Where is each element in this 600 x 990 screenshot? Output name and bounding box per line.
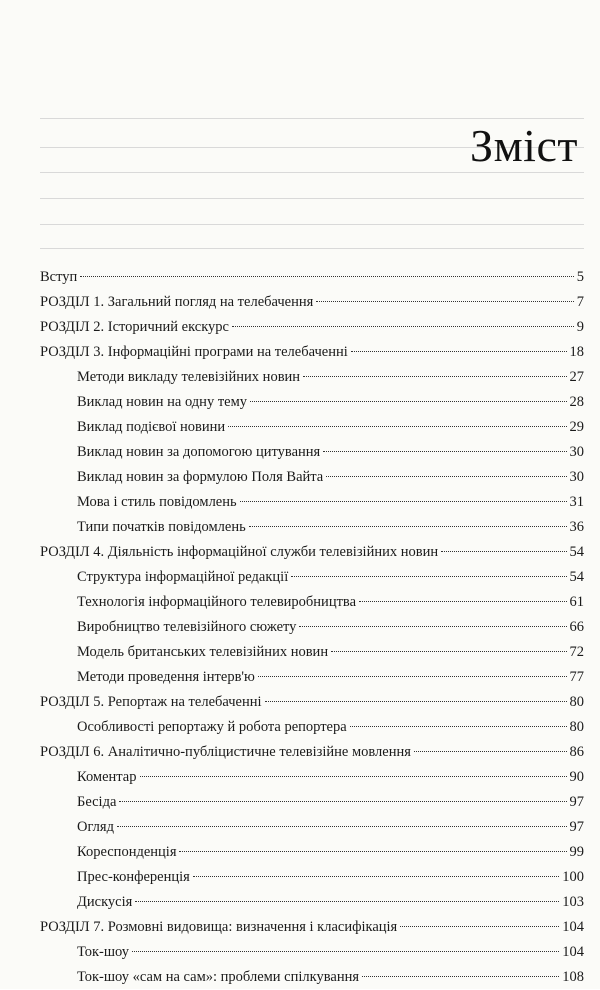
toc-subentry [40, 965, 584, 990]
toc-page-number: 31 [569, 494, 584, 510]
dot-leader [351, 351, 567, 352]
toc-entry [40, 290, 584, 315]
toc-entry-label: Огляд [77, 819, 114, 835]
toc-entry-label: Виклад новин за допомогою цитування [77, 444, 321, 460]
toc-page-number: 104 [562, 944, 584, 960]
toc-entry-label: Ток-шоу «сам на сам»: проблеми спілкування [77, 969, 360, 985]
dot-leader [331, 651, 566, 652]
dot-leader [326, 476, 566, 477]
dot-leader [193, 876, 559, 877]
toc-page-number: 54 [569, 544, 584, 560]
toc-entry [40, 340, 584, 365]
toc-entry-label: Прес-конференція [77, 869, 190, 885]
toc-entry-label: РОЗДІЛ 6. Аналітично-публіцистичне телевізійне мовлення [40, 744, 411, 760]
toc-subentry [40, 940, 584, 965]
toc-entry-label: РОЗДІЛ 7. Розмовні видовища: визначення і класифікація [40, 919, 398, 935]
dot-leader [323, 451, 566, 452]
toc-page-number: 104 [562, 919, 584, 935]
dot-leader [316, 301, 573, 302]
dot-leader [228, 426, 566, 427]
toc-page-number: 7 [576, 294, 584, 310]
dot-leader [232, 326, 574, 327]
toc-page-number: 97 [569, 819, 584, 835]
dot-leader [140, 776, 567, 777]
dot-leader [80, 276, 573, 277]
toc-subentry [40, 440, 584, 465]
show-through-line [40, 172, 584, 173]
toc-page-number: 27 [569, 369, 584, 385]
toc-entry [40, 540, 584, 565]
toc-entry-label: Мова і стиль повідомлень [77, 494, 237, 510]
toc-entry-label: Виклад новин за формулою Поля Вайта [77, 469, 324, 485]
toc-subentry [40, 640, 584, 665]
toc-entry-label: Модель британських телевізійних новин [77, 644, 329, 660]
show-through-line [40, 224, 584, 225]
dot-leader [258, 676, 567, 677]
dot-leader [119, 801, 566, 802]
toc-subentry [40, 815, 584, 840]
dot-leader [350, 726, 567, 727]
toc-page-number: 66 [569, 619, 584, 635]
toc-subentry [40, 365, 584, 390]
toc-subentry [40, 390, 584, 415]
toc-entry-label: Дискусія [77, 894, 133, 910]
toc-subentry [40, 715, 584, 740]
toc-entry [40, 265, 584, 290]
dot-leader [414, 751, 567, 752]
toc-subentry [40, 665, 584, 690]
toc-subentry [40, 415, 584, 440]
dot-leader [400, 926, 559, 927]
toc-page-number: 97 [569, 794, 584, 810]
dot-leader [441, 551, 566, 552]
page-title: Зміст [470, 119, 578, 171]
toc-entry-label: Бесіда [77, 794, 117, 810]
toc-entry [40, 315, 584, 340]
toc-page-number: 28 [569, 394, 584, 410]
toc-entry-label: Типи початків повідомлень [77, 519, 246, 535]
toc-entry-label: Ток-шоу [77, 944, 130, 960]
toc-page-number: 100 [562, 869, 584, 885]
toc-page-number: 9 [576, 319, 584, 335]
toc-subentry [40, 490, 584, 515]
toc-page-number: 108 [562, 969, 584, 985]
toc-subentry [40, 790, 584, 815]
toc-entry-label: РОЗДІЛ 5. Репортаж на телебаченні [40, 694, 262, 710]
toc-page-number: 36 [569, 519, 584, 535]
toc-subentry [40, 840, 584, 865]
dot-leader [132, 951, 559, 952]
toc-entry-label: Кореспонденція [77, 844, 177, 860]
dot-leader [299, 626, 566, 627]
toc-page-number: 29 [569, 419, 584, 435]
toc-entry-label: РОЗДІЛ 2. Історичний екскурс [40, 319, 229, 335]
show-through-line [40, 248, 584, 249]
dot-leader [362, 976, 559, 977]
toc-page-number: 30 [569, 444, 584, 460]
dot-leader [240, 501, 567, 502]
toc-entry [40, 690, 584, 715]
toc-page-number: 80 [569, 694, 584, 710]
toc-subentry [40, 465, 584, 490]
toc-entry-label: Технологія інформаційного телевиробництва [77, 594, 357, 610]
dot-leader [291, 576, 566, 577]
toc-subentry [40, 615, 584, 640]
dot-leader [249, 526, 567, 527]
toc-page-number: 86 [569, 744, 584, 760]
toc-entry-label: Методи проведення інтерв'ю [77, 669, 255, 685]
toc-page-number: 99 [569, 844, 584, 860]
toc-entry-label: Вступ [40, 269, 78, 285]
toc-entry-label: Виробництво телевізійного сюжету [77, 619, 297, 635]
toc-entry [40, 915, 584, 940]
toc-subentry [40, 865, 584, 890]
toc-page-number: 90 [569, 769, 584, 785]
dot-leader [303, 376, 566, 377]
toc-page-number: 72 [569, 644, 584, 660]
toc-page-number: 30 [569, 469, 584, 485]
toc-entry-label: РОЗДІЛ 4. Діяльність інформаційної служби телевізійних новин [40, 544, 439, 560]
toc-entry-label: Виклад новин на одну тему [77, 394, 248, 410]
toc-entry-label: Коментар [77, 769, 137, 785]
toc-entry-label: РОЗДІЛ 3. Інформаційні програми на телебаченні [40, 344, 348, 360]
dot-leader [117, 826, 567, 827]
toc-entry [40, 740, 584, 765]
dot-leader [135, 901, 559, 902]
toc-page-number: 80 [569, 719, 584, 735]
toc-page-number: 103 [562, 894, 584, 910]
toc-entry-label: Особливості репортажу й робота репортера [77, 719, 347, 735]
toc-subentry [40, 765, 584, 790]
toc-subentry [40, 590, 584, 615]
toc-entry-label: Методи викладу телевізійних новин [77, 369, 301, 385]
toc-page-number: 5 [576, 269, 584, 285]
toc-entry-label: РОЗДІЛ 1. Загальний погляд на телебачення [40, 294, 314, 310]
dot-leader [359, 601, 566, 602]
table-of-contents [40, 265, 584, 990]
dot-leader [265, 701, 567, 702]
toc-page-number: 54 [569, 569, 584, 585]
toc-subentry [40, 565, 584, 590]
toc-page-number: 18 [569, 344, 584, 360]
dot-leader [179, 851, 566, 852]
toc-subentry [40, 890, 584, 915]
show-through-line [40, 198, 584, 199]
toc-page-number: 61 [569, 594, 584, 610]
toc-page-number: 77 [569, 669, 584, 685]
dot-leader [250, 401, 566, 402]
toc-subentry [40, 515, 584, 540]
toc-entry-label: Виклад подієвої новини [77, 419, 226, 435]
toc-entry-label: Структура інформаційної редакції [77, 569, 289, 585]
